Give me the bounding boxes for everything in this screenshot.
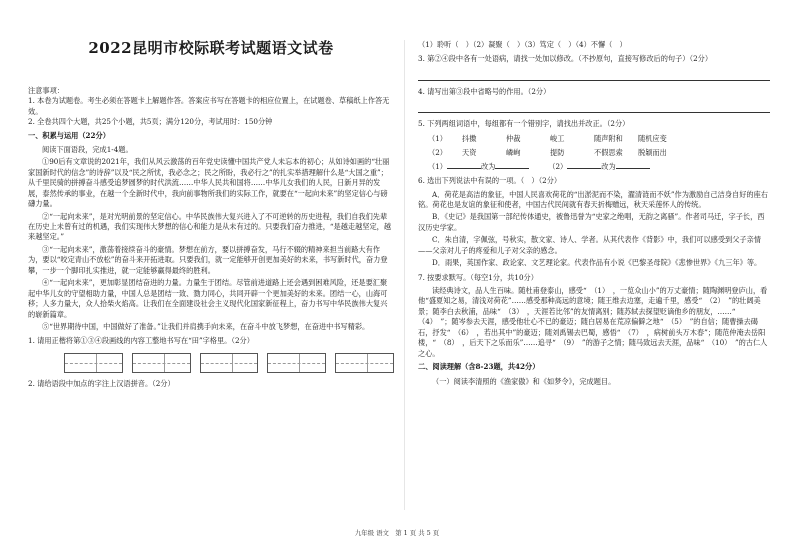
fill-blank[interactable] [495, 168, 529, 169]
tianzi-cell[interactable] [200, 353, 259, 373]
fill-label: 改为 [480, 161, 496, 171]
answer-line[interactable] [418, 100, 770, 113]
q6-option-a: A．荷花是高洁的象征，中国人民喜欢荷花的“出淤泥而不染，濯清涟而不妖”作为激励自己洁身自好的座右铭。荷花也是友谊的象征和使者，中国古代民间就有春天折梅赠远，秋天采莲怀人的传统。 [418, 189, 768, 209]
page-footer: 九年级 语文 第 1 页 共 5 页 [354, 529, 440, 537]
fill-label: （2） [548, 161, 568, 171]
question-4: 4. 请写出第③段中省略号的作用。（2分） [418, 86, 551, 96]
word-cell: 峻工 [550, 133, 565, 143]
notice-heading: 注意事项： [28, 85, 64, 95]
fill-blank[interactable] [567, 168, 601, 169]
tianzi-cell[interactable] [335, 353, 394, 373]
tianzi-grid [64, 353, 394, 373]
answer-line[interactable] [418, 68, 770, 81]
column-divider [404, 40, 405, 510]
word-cell: 天资 [462, 148, 477, 158]
section-2-sub: （一）阅读李清照的《渔家傲》和《如梦令》，完成题目。 [432, 376, 616, 386]
word-cell: 嶙峋 [506, 148, 521, 158]
left-column [28, 0, 394, 392]
word-cell: 随声附和 [594, 133, 623, 143]
question-2: 2. 请给语段中加点的字注上汉语拼音。（2分） [28, 378, 175, 388]
question-3: 3. 第②④段中各有一处语病，请找一处加以修改。（不抄原句，直接写修改后的句子）（2分） [418, 54, 713, 64]
paragraph-4: ④“一起向未来”，更加彰显团结奋进的力量。力量生于团结。尽管前进道路上还会遇到困难风险，还是要汇聚起中华儿女的守望相助力量，中国人总是团结一致、勠力同心，共同开辟一个更加美好的未来。团结一心，山海可移；人多力量大，众人拾柴火焰高。让我们在全面建设社会主义现代化国家新征程上，奋力书写中华民族伟大复兴的崭新篇章。 [28, 278, 388, 319]
word-table-row-1 [428, 133, 770, 145]
question-1: 1. 请用正楷将第①③④段画线的内容工整地书写在“田”字格里。（2分） [28, 336, 254, 346]
tianzi-cell[interactable] [267, 353, 326, 373]
q7-text: 读经典诗文，品人生百味。随杜甫登泰山，感受“ （1） ，一览众山小”的万丈豪情；随陶渊明登庐山，看他“盛夏知之易，清浅对荷花”……感受那种高远的意境；随王维去边塞，走遍千里，感受“ （2） ”的壮阔美景；随李白去秋浦，品味“ （3） ，天涯若比邻”的友情离别；随苏轼去探望贬谪他乡的朋友，……“ （4） ”；随岑参去天涯，感受他壮心不已的豪迈；随白居易在荒凉偏僻之地“ （5） ”的自信；随曹操去碣石，抒发“ （6） ，若出其中”的豪迈；随刘禹锡去巴蜀，感悟“ （7） ，病树前头万木春”；随范仲淹去岳阳楼，“ （8） ，后天下之乐而乐”……追寻“ （9） ”的游子之情；随马致远去天涯，品味“ （10） ”的古仁人之心。 [418, 286, 768, 358]
word-cell: 抖擞 [462, 133, 477, 143]
word-cell: 随机应变 [638, 133, 667, 143]
paragraph-5: ⑤“世界期待中国，中国做好了准备。”让我们并肩携手向未来，在奋斗中放飞梦想，在奋进中书写精彩。 [42, 321, 370, 331]
question-7: 7. 按要求默写。（每空1分，共10分） [418, 272, 538, 282]
question-6: 6. 选出下列说法中有误的一项。（ ）（2分） [418, 176, 562, 186]
notice-2: 2. 全卷共四个大题，共25个小题，共5页；满分120分，考试用时：150分钟 [28, 117, 273, 127]
fill-label: 改为 [601, 161, 616, 171]
section-1-heading: 一、积累与运用（22分） [28, 130, 110, 140]
word-cell: 仲裁 [506, 133, 521, 143]
q2-pinyin-items: （1）聆听（ ）（2）凝聚（ ）（3）笃定（ ）（4）不懈（ ） [418, 40, 627, 49]
section-2-heading: 二、阅读理解（含8-23题，共42分） [418, 362, 540, 372]
exam-title: 2022昆明市校际联考试题语文试卷 [88, 39, 334, 57]
paragraph-2: ②“一起向未来”，是对光明前景的坚定信心。中华民族伟大复兴进入了不可逆转的历史进程，我们自我们先辈在历史上未曾有过的机遇，我们实现伟大梦想的信心和能力是从未有过的。只要我们奋力推进，“是越走越坚定，越来越坚定。” [28, 211, 392, 242]
paragraph-1: ①90后有文章说的2021年，我们从风云激荡的百年党史读懂中国共产党人未忘本的初心；从如诗如画的“壮丽家国新时代的信念”的诗辞”以及“民之所忧，我必念之；民之所盼，我必行之”的扎实举措理解什么是“大国之重”；从千里民骑的拼搏奋斗感受追梦圆梦的时代洪流……中华人民共和国将……中华儿女我们的人民，日新月异的发展，泰然传承的事业，在越一个全新时代中，我向前事物所我们的实际工作，就要在“一起向未来”的坚定信心与磅礴力量。 [28, 157, 390, 209]
q5-fill-line [428, 162, 770, 172]
q6-option-c: C．朱自清，字佩弦，号秋实，散文家、诗人、学者。从其代表作《背影》中，我们可以感受到父子亲情——父亲对儿子的疼爱和儿子对父亲的感念。 [418, 235, 761, 255]
word-table-row-2 [428, 147, 770, 159]
word-cell: （1） [428, 133, 447, 143]
reading-intro: 阅读下面语段，完成1-4题。 [42, 144, 133, 154]
tianzi-cell[interactable] [64, 353, 123, 373]
fill-blank[interactable] [616, 168, 650, 169]
word-cell: （2） [428, 148, 447, 158]
fill-blank[interactable] [447, 168, 481, 169]
word-cell: 提防 [550, 148, 565, 158]
paragraph-3: ③“一起向未来”，激荡着接续奋斗的豪情。梦想在前方，要以拼搏奋发，马行不辍的精神来担当前路大有作为，要以“咬定青山不放松”的奋斗来开拓进取。只要我们，就一定能够开创更加美好的未来，书写新时代，奋力登攀，一步一个脚印扎实推进，就一定能够赢得最终的胜利。 [28, 244, 388, 275]
question-5: 5. 下列两组词语中，每组都有一个错别字，请找出并改正。（2分） [418, 119, 630, 129]
tianzi-cell[interactable] [132, 353, 191, 373]
q6-option-b: B．《史记》是我国第一部纪传体通史，被鲁迅誉为“史家之绝唱，无韵之离骚”。作者司马迁，字子长，西汉历史学家。 [418, 212, 765, 232]
q6-option-d: D．雨果，英国作家、政论家、文艺理论家。代表作品有小说《巴黎圣母院》《悲惨世界》《九三年》等。 [432, 258, 762, 268]
word-cell: 不假思索 [594, 148, 623, 158]
right-column [418, 0, 770, 389]
fill-label: （1） [428, 161, 447, 171]
notice-1: 1. 本卷为试题卷。考生必须在答题卡上解题作答。答案应书写在答题卡的相应位置上，在试题卷、草稿纸上作答无效。 [28, 96, 390, 116]
word-cell: 脱颖而出 [638, 148, 667, 158]
